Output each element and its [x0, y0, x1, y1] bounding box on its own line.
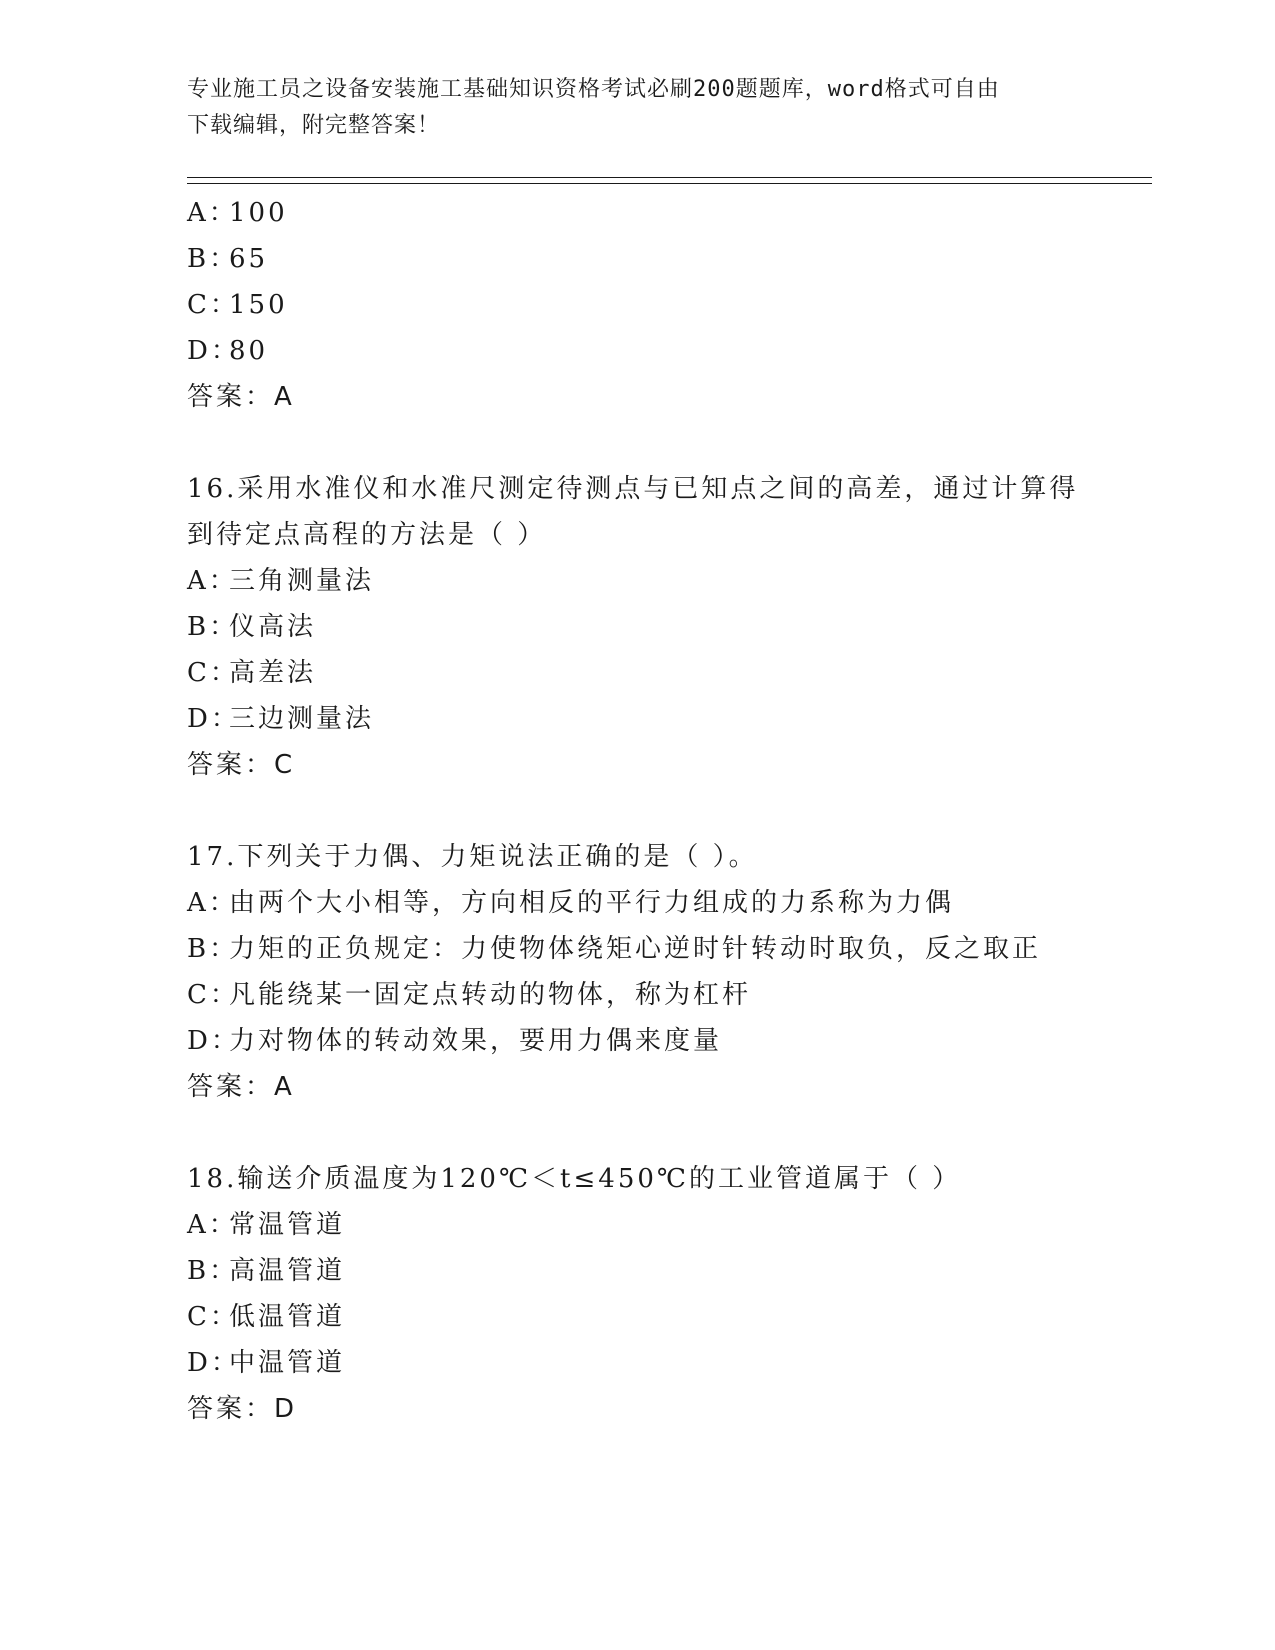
option-d	[187, 696, 1147, 742]
option-letter: C：	[187, 290, 239, 320]
spacer	[187, 1110, 1147, 1156]
option-text: 65	[229, 244, 269, 274]
question-16	[187, 466, 1147, 788]
option-text: 三边测量法	[229, 704, 375, 734]
question-17	[187, 834, 1147, 1110]
option-letter: D：	[187, 1026, 240, 1056]
option-c	[187, 650, 1147, 696]
option-letter: D：	[187, 1348, 240, 1378]
option-text: 力矩的正负规定：力使物体绕矩心逆时针转动时取负，反之取正	[229, 934, 1042, 964]
question-18	[187, 1156, 1147, 1432]
spacer	[187, 788, 1147, 834]
option-letter: D：	[187, 336, 240, 366]
option-text: 高温管道	[229, 1256, 346, 1286]
option-d	[187, 1340, 1147, 1386]
option-a	[187, 1202, 1147, 1248]
option-text: 常温管道	[229, 1210, 346, 1240]
option-text: 高差法	[229, 658, 317, 688]
option-a	[187, 558, 1147, 604]
answer-line: 答案：A	[187, 1072, 295, 1102]
option-letter: C：	[187, 658, 239, 688]
option-b	[187, 236, 1147, 282]
option-letter: C：	[187, 1302, 239, 1332]
document-header	[187, 72, 1067, 144]
option-letter: B：	[187, 1256, 239, 1286]
header-divider-bottom	[187, 183, 1152, 184]
option-text: 三角测量法	[229, 566, 375, 596]
option-text: 150	[229, 290, 288, 320]
option-c	[187, 972, 1147, 1018]
option-letter: C：	[187, 980, 239, 1010]
option-b	[187, 1248, 1147, 1294]
question-list	[187, 190, 1147, 1432]
option-letter: A：	[187, 566, 238, 596]
option-b	[187, 604, 1147, 650]
spacer	[187, 420, 1147, 466]
option-letter: A：	[187, 1210, 238, 1240]
option-text: 低温管道	[229, 1302, 346, 1332]
option-letter: B：	[187, 244, 239, 274]
question-stem: 18.输送介质温度为120℃＜t≤450℃的工业管道属于（ ）	[187, 1164, 962, 1194]
option-letter: B：	[187, 612, 239, 642]
option-text: 力对物体的转动效果，要用力偶来度量	[229, 1026, 723, 1056]
option-d	[187, 1018, 1147, 1064]
option-c	[187, 282, 1147, 328]
option-a	[187, 880, 1147, 926]
question-stem: 16.采用水准仪和水准尺测定待测点与已知点之间的高差，通过计算得	[187, 474, 1079, 504]
option-d	[187, 328, 1147, 374]
option-text: 凡能绕某一固定点转动的物体，称为杠杆	[229, 980, 752, 1010]
header-line-2: 下载编辑，附完整答案！	[187, 113, 441, 138]
header-divider-top	[187, 177, 1152, 178]
option-letter: D：	[187, 704, 240, 734]
answer-line: 答案：A	[187, 382, 295, 412]
option-letter: A：	[187, 888, 238, 918]
answer-line: 答案：D	[187, 1394, 298, 1424]
option-letter: B：	[187, 934, 239, 964]
option-text: 仪高法	[229, 612, 317, 642]
answer-line: 答案：C	[187, 750, 296, 780]
option-text: 中温管道	[229, 1348, 346, 1378]
option-a	[187, 190, 1147, 236]
question-stem-continued: 到待定点高程的方法是（ ）	[187, 520, 547, 550]
option-text: 80	[229, 336, 269, 366]
option-letter: A：	[187, 198, 238, 228]
question-15	[187, 190, 1147, 420]
option-c	[187, 1294, 1147, 1340]
question-stem: 17.下列关于力偶、力矩说法正确的是（ ）。	[187, 842, 758, 872]
option-text: 100	[229, 198, 288, 228]
option-b	[187, 926, 1147, 972]
header-line-1: 专业施工员之设备安装施工基础知识资格考试必刷200题题库，word格式可自由	[187, 77, 1000, 102]
option-text: 由两个大小相等，方向相反的平行力组成的力系称为力偶	[229, 888, 955, 918]
